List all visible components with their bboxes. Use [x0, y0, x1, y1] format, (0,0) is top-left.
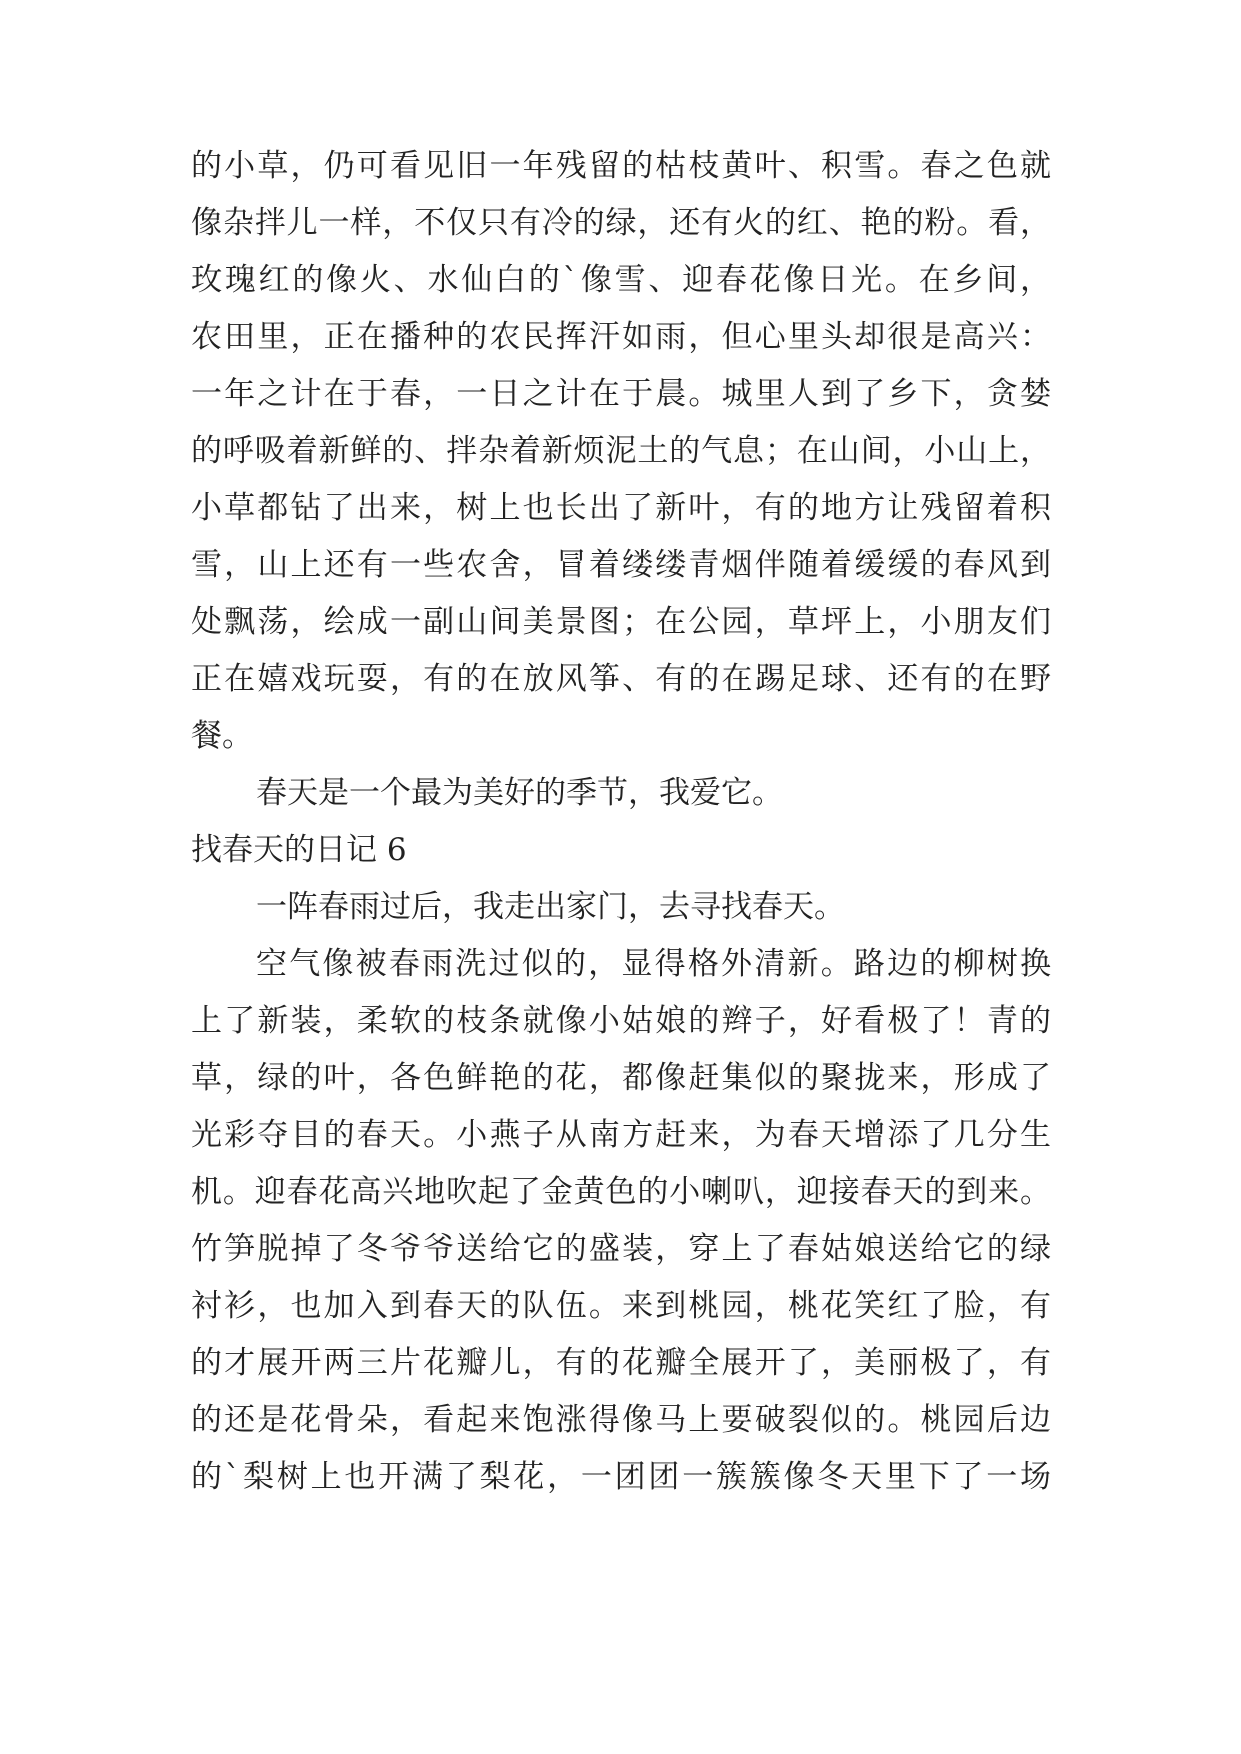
paragraph-line: 的呼吸着新鲜的、拌杂着新烦泥土的气息；在山间，小山上， [191, 433, 1051, 469]
paragraph-line: 的`梨树上也开满了梨花，一团团一簇簇像冬天里下了一场 [191, 1459, 1051, 1495]
paragraph-line: 玫瑰红的像火、水仙白的`像雪、迎春花像日光。在乡间， [191, 262, 1051, 298]
closing-sentence: 春天是一个最为美好的季节，我爱它。 [256, 775, 783, 811]
paragraph-line: 机。迎春花高兴地吹起了金黄色的小喇叭，迎接春天的到来。 [191, 1174, 1051, 1210]
paragraph-line: 的才展开两三片花瓣儿，有的花瓣全展开了，美丽极了，有 [191, 1345, 1051, 1381]
paragraph-line: 上了新装，柔软的枝条就像小姑娘的辫子，好看极了！青的 [191, 1003, 1051, 1039]
paragraph-line: 餐。 [191, 718, 253, 754]
paragraph-line: 农田里，正在播种的农民挥汗如雨，但心里头却很是高兴： [191, 319, 1051, 355]
intro-sentence: 一阵春雨过后，我走出家门，去寻找春天。 [256, 889, 845, 925]
paragraph-line: 空气像被春雨洗过似的，显得格外清新。路边的柳树换 [256, 946, 1051, 982]
paragraph-line: 像杂拌儿一样，不仅只有冷的绿，还有火的红、艳的粉。看， [191, 205, 1051, 241]
paragraph-line: 的小草，仍可看见旧一年残留的枯枝黄叶、积雪。春之色就 [191, 148, 1051, 184]
paragraph-line: 竹笋脱掉了冬爷爷送给它的盛装，穿上了春姑娘送给它的绿 [191, 1231, 1051, 1267]
paragraph-line: 的还是花骨朵，看起来饱涨得像马上要破裂似的。桃园后边 [191, 1402, 1051, 1438]
paragraph-line: 草，绿的叶，各色鲜艳的花，都像赶集似的聚拢来，形成了 [191, 1060, 1051, 1096]
paragraph-line: 光彩夺目的春天。小燕子从南方赶来，为春天增添了几分生 [191, 1117, 1051, 1153]
paragraph-line: 处飘荡，绘成一副山间美景图；在公园，草坪上，小朋友们 [191, 604, 1051, 640]
paragraph-line: 衬衫，也加入到春天的队伍。来到桃园，桃花笑红了脸，有 [191, 1288, 1051, 1324]
paragraph-line: 小草都钻了出来，树上也长出了新叶，有的地方让残留着积 [191, 490, 1051, 526]
paragraph-line: 一年之计在于春，一日之计在于晨。城里人到了乡下，贪婪 [191, 376, 1051, 412]
paragraph-line: 雪，山上还有一些农舍，冒着缕缕青烟伴随着缓缓的春风到 [191, 547, 1051, 583]
paragraph-line: 正在嬉戏玩耍，有的在放风筝、有的在踢足球、还有的在野 [191, 661, 1051, 697]
section-heading: 找春天的日记 6 [191, 832, 407, 868]
